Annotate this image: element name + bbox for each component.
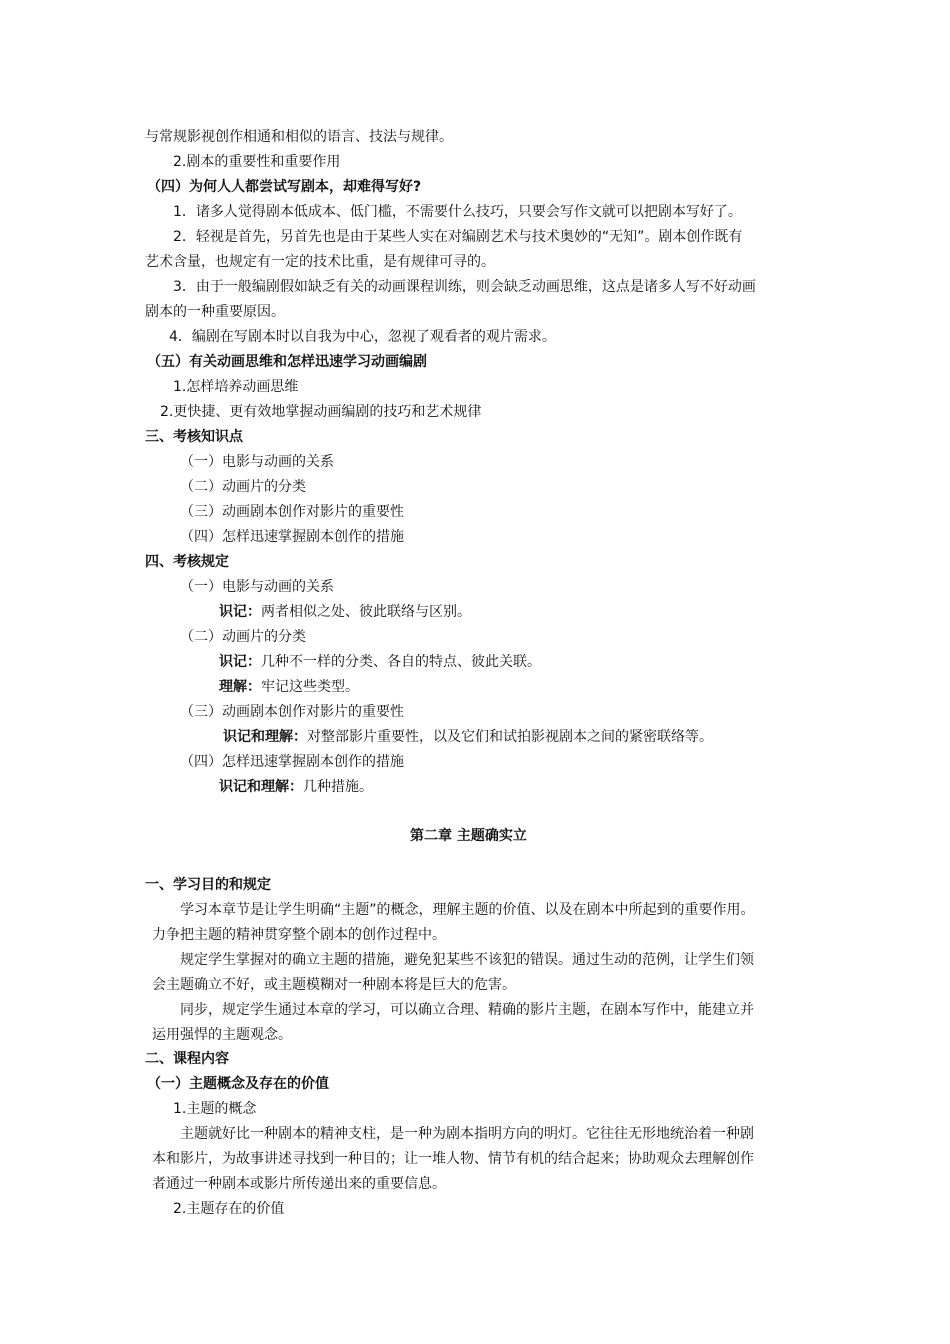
subsection-heading: （五）有关动画思维和怎样迅速学习动画编剧 [147,354,427,370]
list-item: （四）怎样迅速掌握剧本创作的措施 [180,754,404,770]
requirement-line [223,727,713,747]
paragraph-line: 2．轻视是首先，另首先也是由于某些人实在对编剧艺术与技术奥妙的“无知”。剧本创作既有 [173,229,743,245]
chapter-title: 第二章 主题确实立 [410,828,527,844]
paragraph-line: 规定学生掌握对的确立主题的措施，避免犯某些不该犯的错误。通过生动的范例，让学生们领 [180,952,754,968]
requirement-label: 识记和理解： [219,779,303,795]
subsection-heading: （四）为何人人都尝试写剧本，却难得写好? [147,179,422,195]
requirement-text: 几种措施。 [303,779,373,795]
paragraph-line: 剧本的一种重要原因。 [145,304,285,320]
requirement-label: 理解： [219,679,261,695]
list-item: （三）动画剧本创作对影片的重要性 [180,704,404,720]
paragraph-line: 同步，规定学生通过本章的学习，可以确立合理、精确的影片主题，在剧本写作中，能建立并 [180,1002,754,1018]
list-item: （四）怎样迅速掌握剧本创作的措施 [180,529,404,545]
paragraph-line: 艺术含量，也规定有一定的技术比重，是有规律可寻的。 [145,254,495,270]
requirement-text: 对整部影片重要性，以及它们和试拍影视剧本之间的紧密联络等。 [307,729,713,745]
subsection-item: 1.怎样培养动画思维 [173,379,299,395]
list-item: （二）动画片的分类 [180,479,306,495]
subsection-item: 2.剧本的重要性和重要作用 [173,154,341,170]
requirement-line [219,777,373,797]
requirement-label: 识记： [219,654,261,670]
paragraph-line: 4．编剧在写剧本时以自我为中心，忽视了观看者的观片需求。 [169,329,556,345]
subsection-item: 1.主题的概念 [173,1101,257,1117]
requirement-text: 两者相似之处、彼此联络与区别。 [261,604,471,620]
paragraph-line: 运用强悍的主题观念。 [152,1027,292,1043]
paragraph-line: 者通过一种剧本或影片所传递出来的重要信息。 [152,1176,446,1192]
requirement-line [219,677,359,697]
requirement-text: 牢记这些类型。 [261,679,359,695]
paragraph-line: 主题就好比一种剧本的精神支柱，是一种为剧本指明方向的明灯。它往往无形地统治着一种剧 [180,1126,754,1142]
paragraph-line: 与常规影视创作相通和相似的语言、技法与规律。 [145,129,453,145]
paragraph-line: 1．诸多人觉得剧本低成本、低门槛，不需要什么技巧，只要会写作文就可以把剧本写好了。 [173,204,742,220]
list-item: （一）电影与动画的关系 [180,454,334,470]
list-item: （一）电影与动画的关系 [180,579,334,595]
requirement-label: 识记： [219,604,261,620]
paragraph-line: 学习本章节是让学生明确“主题”的概念，理解主题的价值、以及在剧本中所起到的重要作用。 [180,902,755,918]
subsection-heading: （一）主题概念及存在的价值 [147,1076,329,1092]
requirement-line [219,652,541,672]
section-heading: 三、考核知识点 [145,429,243,445]
section-heading: 四、考核规定 [145,554,229,570]
requirement-line [219,602,471,622]
requirement-label: 识记和理解： [223,729,307,745]
paragraph-line: 力争把主题的精神贯穿整个剧本的创作过程中。 [152,927,446,943]
section-heading: 一、学习目的和规定 [145,877,271,893]
subsection-item: 2.更快捷、更有效地掌握动画编剧的技巧和艺术规律 [160,404,482,420]
requirement-text: 几种不一样的分类、各自的特点、彼此关联。 [261,654,541,670]
list-item: （三）动画剧本创作对影片的重要性 [180,504,404,520]
section-heading: 二、课程内容 [145,1051,229,1067]
paragraph-line: 本和影片，为故事讲述寻找到一种目的；让一堆人物、情节有机的结合起来；协助观众去理解创作 [152,1151,754,1167]
paragraph-line: 会主题确立不好，或主题模糊对一种剧本将是巨大的危害。 [152,977,516,993]
list-item: （二）动画片的分类 [180,629,306,645]
subsection-item: 2.主题存在的价值 [173,1201,285,1217]
paragraph-line: 3．由于一般编剧假如缺乏有关的动画课程训练，则会缺乏动画思维，这点是诸多人写不好动画 [173,279,756,295]
